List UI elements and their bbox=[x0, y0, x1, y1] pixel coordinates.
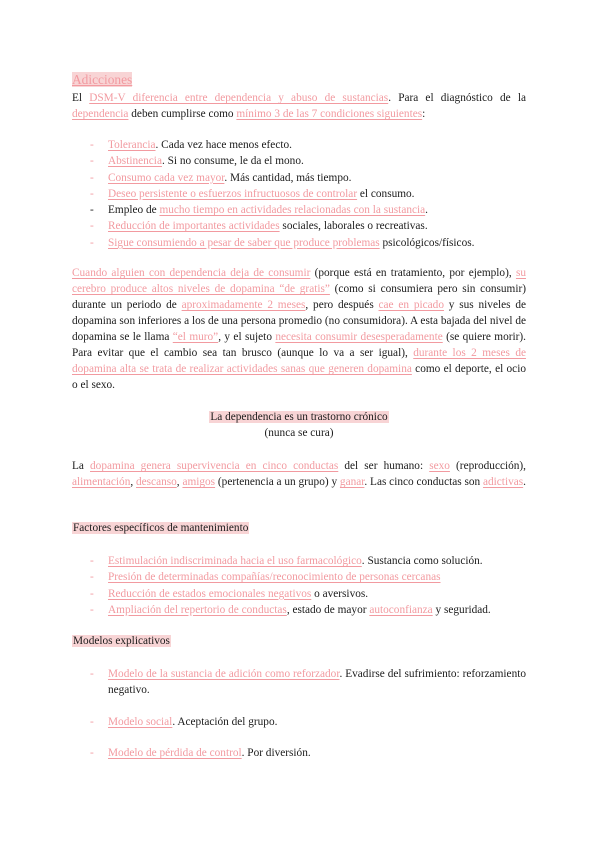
list-item: - Ampliación del repertorio de conductas, estado de mayor autoconfianza y seguridad. bbox=[90, 602, 526, 618]
conducts-paragraph: La dopamina genera supervivencia en cinco conductas del ser humano: sexo (reproducción), alimentación, descanso, amigos (pertenencia a un grupo) y ganar. Las cinco conductas son adictivas. bbox=[72, 460, 526, 488]
list-item: - Reducción de estados emocionales negativos o aversivos. bbox=[90, 586, 526, 602]
link-minimo[interactable]: mínimo 3 de las 7 condiciones siguientes bbox=[236, 108, 423, 120]
page-title: Adicciones bbox=[72, 72, 133, 87]
list-item: - Reducción de importantes actividades sociales, laborales o recreativas. bbox=[90, 218, 526, 234]
link-dependencia[interactable]: dependencia bbox=[72, 108, 129, 120]
intro-paragraph: El DSM-V diferencia entre dependencia y abuso de sustancias. Para el diagnóstico de la dependencia deben cumplirse como mínimo 3 de las 7 condiciones siguientes: bbox=[72, 92, 526, 120]
list-item: - Tolerancia. Cada vez hace menos efecto. bbox=[90, 137, 526, 153]
list-item: - Modelo de la sustancia de adición como reforzador. Evadirse del sufrimiento: reforzamiento negativo. bbox=[90, 666, 526, 698]
criteria-list bbox=[90, 137, 526, 251]
link-dsm[interactable]: DSM-V diferencia entre dependencia y abuso de sustancias bbox=[89, 92, 389, 104]
list-item: - Deseo persistente o esfuerzos infructuosos de controlar el consumo. bbox=[90, 186, 526, 202]
list-item: - Modelo social. Aceptación del grupo. bbox=[90, 714, 526, 730]
list-item: - Sigue consumiendo a pesar de saber que produce problemas psicológicos/físicos. bbox=[90, 235, 526, 251]
list-item: - Presión de determinadas compañías/reconocimiento de personas cercanas bbox=[90, 569, 526, 585]
list-item: - Estimulación indiscriminada hacia el uso farmacológico. Sustancia como solución. bbox=[90, 553, 526, 569]
list-item: - Abstinencia. Si no consume, le da el mono. bbox=[90, 153, 526, 169]
factors-list bbox=[90, 553, 526, 618]
list-item: - Empleo de mucho tiempo en actividades relacionadas con la sustancia. bbox=[90, 202, 526, 218]
list-item: - Consumo cada vez mayor. Más cantidad, más tiempo. bbox=[90, 170, 526, 186]
callout-line-2: (nunca se cura) bbox=[264, 427, 334, 439]
models-heading: Modelos explicativos bbox=[73, 635, 170, 647]
callout bbox=[72, 409, 526, 441]
dopamine-paragraph: Cuando alguien con dependencia deja de consumir (porque está en tratamiento, por ejemplo), su cerebro produce altos niveles de dopamina “de gratis” (como si consumiera pero sin consumir) durante un periodo de aproximadamente 2 meses, pero después cae en picado y sus niveles de dopamina son inferiores a los de una persona promedio (no consumidora). A esta bajada del nivel de dopamina se le llama “el muro”, y el sujeto necesita consumir desesperadamente (se quiere morir). Para evitar que el cambio sea tan brusco (aunque lo va a ser igual), durante los 2 meses de dopamina alta se trata de realizar actividades sanas que generen dopamina como el deporte, el ocio o el sexo. bbox=[72, 267, 526, 391]
models-list bbox=[90, 666, 526, 761]
factors-heading: Factores específicos de mantenimiento bbox=[73, 522, 249, 534]
list-item: - Modelo de pérdida de control. Por diversión. bbox=[90, 745, 526, 761]
callout-line-1: La dependencia es un trastorno crónico bbox=[210, 411, 388, 423]
